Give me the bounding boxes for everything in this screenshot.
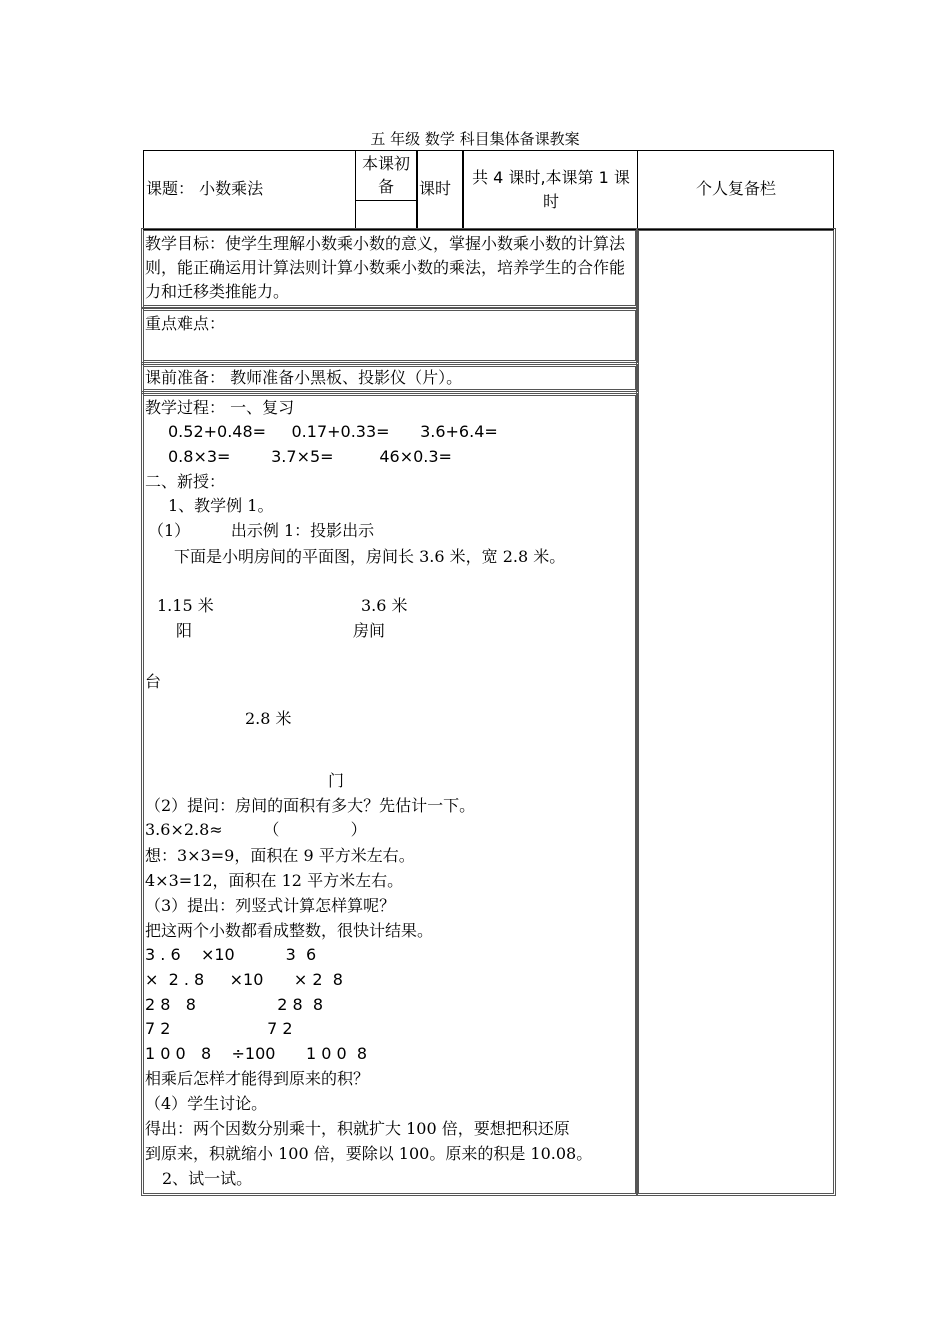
lesson-topic: 课题： 小数乘法 bbox=[146, 179, 264, 198]
key-points-label: 重点难点： bbox=[145, 314, 226, 333]
class-preparation: 课前准备： 教师准备小黑板、投影仪（片）。 bbox=[145, 368, 463, 387]
diagram-label: 台 bbox=[145, 672, 162, 691]
vertical-calc-line: × 2 . 8 ×10 × 2 8 bbox=[145, 970, 343, 989]
process-line: 2、试一试。 bbox=[162, 1169, 253, 1188]
personal-notes-column bbox=[636, 228, 836, 1196]
process-line: （4）学生讨论。 bbox=[145, 1094, 268, 1113]
diagram-label: 2.8 米 bbox=[245, 709, 292, 728]
process-line: 3.6×2.8≈ （ ） bbox=[145, 820, 367, 839]
process-line: 下面是小明房间的平面图，房间长 3.6 米，宽 2.8 米。 bbox=[174, 547, 566, 566]
document-title: 五 年级 数学 科目集体备课教案 bbox=[370, 130, 580, 148]
diagram-label: 3.6 米 bbox=[361, 596, 408, 615]
personal-prep-label: 个人复备栏 bbox=[695, 179, 776, 198]
vertical-calc-line: 1 0 0 8 ÷100 1 0 0 8 bbox=[145, 1044, 368, 1063]
vertical-calc-line: 3 . 6 ×10 3 6 bbox=[145, 945, 317, 964]
process-line: 相乘后怎样才能得到原来的积？ bbox=[145, 1069, 370, 1088]
process-line: （2）提问：房间的面积有多大？先估计一下。 bbox=[145, 796, 476, 815]
process-line: 1、教学例 1。 bbox=[168, 496, 274, 515]
teaching-objectives: 教学目标：使学生理解小数乘小数的意义，掌握小数乘小数的计算法则，能正确运用计算法则计算小数乘小数的乘法，培养学生的合作能力和迁移类推能力。 bbox=[145, 234, 626, 301]
diagram-label: 阳 bbox=[176, 621, 193, 640]
period-label: 课时 bbox=[419, 179, 452, 198]
diagram-label: 1.15 米 bbox=[157, 596, 214, 615]
period-info: 共 4 课时,本课第 1 课时 bbox=[472, 168, 630, 211]
process-line: 教学过程： 一、复习 bbox=[145, 398, 295, 417]
process-line: 得出：两个因数分别乘十，积就扩大 100 倍，要想把积还原 bbox=[145, 1119, 570, 1138]
process-line: 想：3×3=9，面积在 9 平方米左右。 bbox=[145, 846, 415, 865]
process-line: 二、新授： bbox=[145, 472, 226, 491]
vertical-calc-line: 2 8 8 2 8 8 bbox=[145, 995, 324, 1014]
diagram-label: 房间 bbox=[353, 621, 386, 640]
diagram-label: 门 bbox=[328, 771, 345, 790]
process-line: 4×3=12，面积在 12 平方米左右。 bbox=[145, 871, 404, 890]
review-exercises-line-2: 0.8×3= 3.7×5= 46×0.3= bbox=[168, 447, 452, 466]
prep-label: 本课初备 bbox=[361, 154, 410, 196]
prep-sub-cell bbox=[355, 200, 417, 230]
process-line: 把这两个小数都看成整数，很快计结果。 bbox=[145, 921, 434, 940]
process-line: 到原来，积就缩小 100 倍，要除以 100。原来的积是 10.08。 bbox=[145, 1144, 593, 1163]
process-line: （3）提出：列竖式计算怎样算呢？ bbox=[145, 896, 396, 915]
vertical-calc-line: 7 2 7 2 bbox=[145, 1019, 293, 1038]
review-exercises-line-1: 0.52+0.48= 0.17+0.33= 3.6+6.4= bbox=[168, 422, 498, 441]
process-line: （1） 出示例 1：投影出示 bbox=[148, 521, 375, 540]
